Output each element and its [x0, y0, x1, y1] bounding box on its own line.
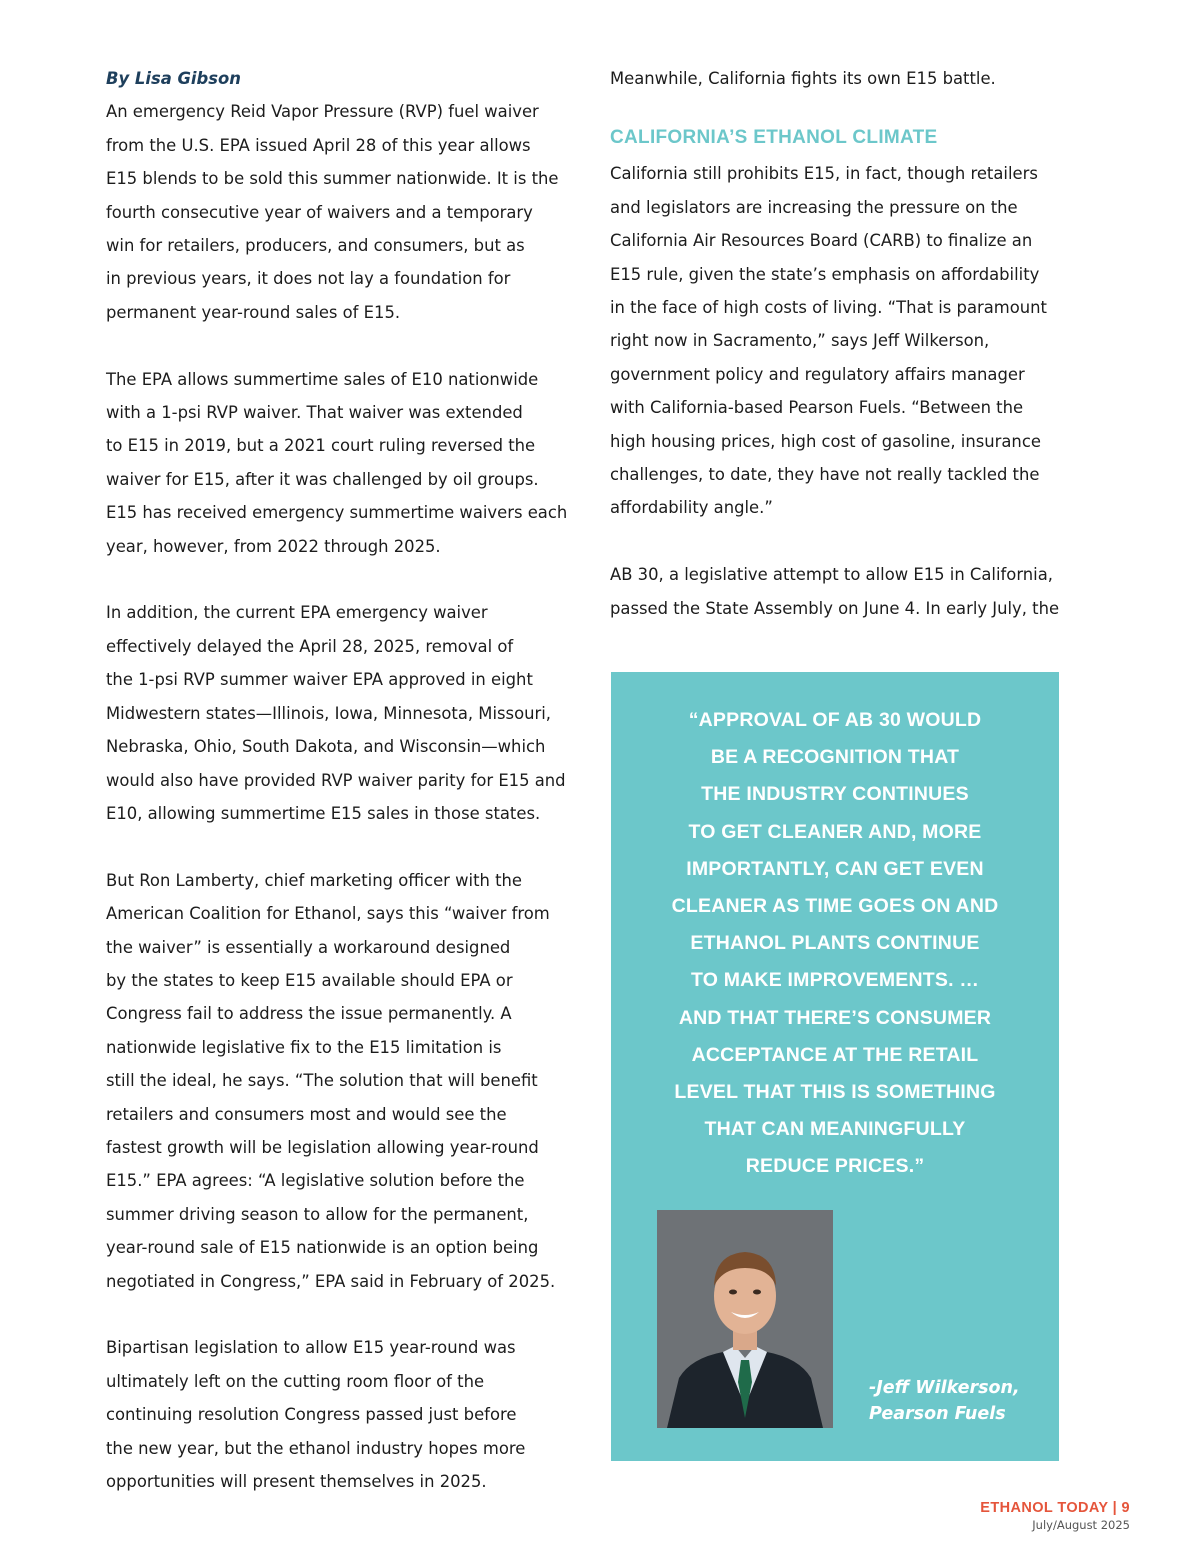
- footer-date: July/August 2025: [1032, 1518, 1130, 1532]
- right-column: [610, 62, 1080, 625]
- page-footer: [980, 1499, 1130, 1533]
- article-paragraph: But Ron Lamberty, chief marketing officer with the American Coalition for Ethanol, says this “waiver from the waiver” is essentially a workaround designed by the states to keep E15 available should EPA or Congress fail to address the issue permanently. A nationwide legislative fix to the E15 limitation is still the ideal, he says. “The solution that will benefit retailers and consumers most and would see the fastest growth will be legislation allowing year-round E15.” EPA agrees: “A legislative solution before the summer driving season to allow for the permanent, year-round sale of E15 nationwide is an option being negotiated in Congress,” EPA said in February of 2025.: [106, 870, 556, 1291]
- article-paragraph: In addition, the current EPA emergency waiver effectively delayed the April 28, 2025, removal of the 1-psi RVP summer waiver EPA approved in eight Midwestern states—Illinois, Iowa, Minnesota, Missouri, Nebraska, Ohio, South Dakota, and Wisconsin—which would also have provided RVP waiver parity for E15 and E10, allowing summertime E15 sales in those states.: [106, 603, 566, 823]
- quote-attribution: -Jeff Wilkerson, Pearson Fuels: [869, 1378, 1020, 1424]
- article-paragraph: An emergency Reid Vapor Pressure (RVP) fuel waiver from the U.S. EPA issued April 28 of this year allows E15 blends to be sold this summer nationwide. It is the fourth consecutive year of waivers and a temporary win for retailers, producers, and consumers, but as in previous years, it does not lay a foundation for permanent year-round sales of E15.: [106, 102, 559, 322]
- byline: By Lisa Gibson: [106, 69, 241, 88]
- portrait-photo: [657, 1210, 833, 1428]
- left-column: [106, 62, 576, 1498]
- article-paragraph: The EPA allows summertime sales of E10 nationwide with a 1-psi RVP waiver. That waiver was extended to E15 in 2019, but a 2021 court ruling reversed the waiver for E15, after it was challenged by oil groups. E15 has received emergency summertime waivers each year, however, from 2022 through 2025.: [106, 369, 568, 556]
- article-paragraph: AB 30, a legislative attempt to allow E15 in California, passed the State Assembly on June 4. In early July, the: [610, 565, 1060, 618]
- pull-quote-text: “APPROVAL OF AB 30 WOULD BE A RECOGNITION THAT THE INDUSTRY CONTINUES TO GET CLEANER AND, MORE IMPORTANTLY, CAN GET EVEN CLEANER AS TIME GOES ON AND ETHANOL PLANTS CONTINUE TO MAKE IMPROVEMENTS. … AND THAT THERE’S CONSUMER ACCEPTANCE AT THE RETAIL LEVEL THAT THIS IS SOMETHING THAT CAN MEANINGFULLY REDUCE PRICES.”: [671, 709, 999, 1178]
- portrait-illustration: [657, 1210, 833, 1428]
- section-heading: CALIFORNIA’S ETHANOL CLIMATE: [610, 127, 938, 149]
- article-paragraph: California still prohibits E15, in fact, though retailers and legislators are increasing the pressure on the California Air Resources Board (CARB) to finalize an E15 rule, given the state’s emphasis on affordability in the face of high costs of living. “That is paramount right now in Sacramento,” says Jeff Wilkerson, government policy and regulatory affairs manager with California-based Pearson Fuels. “Between the high housing prices, high cost of gasoline, insurance challenges, to date, they have not really tackled the affordability angle.”: [610, 164, 1047, 518]
- pull-quote-box: [611, 672, 1059, 1461]
- article-paragraph: Meanwhile, California fights its own E15 battle.: [610, 69, 996, 88]
- article-paragraph: Bipartisan legislation to allow E15 year-round was ultimately left on the cutting room floor of the continuing resolution Congress passed just before the new year, but the ethanol industry hopes more opportunities will present themselves in 2025.: [106, 1338, 526, 1491]
- footer-title: ETHANOL TODAY | 9: [980, 1500, 1130, 1516]
